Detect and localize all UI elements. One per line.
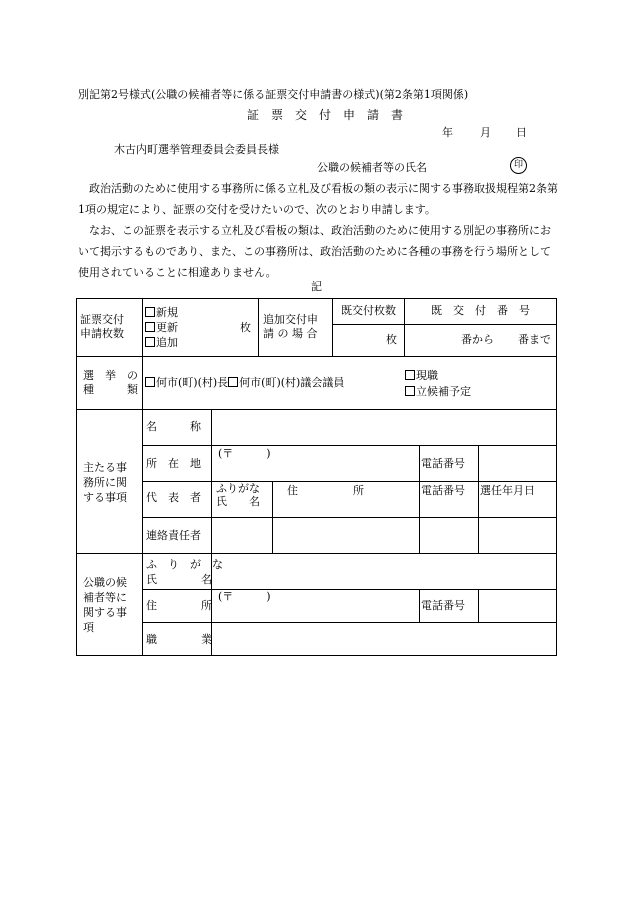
checkbox-council[interactable]: [228, 377, 238, 387]
form-label: 別記第2号様式(公職の候補者等に係る証票交付申請書の様式)(第2条第1項関係): [78, 88, 469, 101]
election-type-label: [83, 369, 139, 397]
candidate-label-line2: 補者等に: [83, 591, 127, 604]
election-council-label: 何市(町)(村)議会議員: [239, 376, 345, 389]
office-label-line2: 務所に関: [83, 476, 127, 489]
paragraph-1: 政治活動のために使用する事務所に係る立札及び看板の類の表示に関する事務取扱規程第2条第1項の規定により、証票の交付を受けたいので、次のとおり申請します。: [78, 182, 558, 216]
status-planned-label: 立候補予定: [416, 385, 471, 398]
candidate-label-line1: 公職の候: [83, 576, 127, 589]
contact-person-label: 連絡責任者: [146, 529, 201, 542]
election-head-label: 何市(町)(村)長: [156, 376, 229, 389]
checkbox-planned[interactable]: [405, 386, 415, 396]
candidate-address-label: 住 所: [146, 599, 212, 612]
office-name-label: 名 称: [146, 420, 201, 433]
status-incumbent-label: 現職: [416, 369, 438, 382]
candidate-section-label: [83, 575, 139, 635]
option-planned[interactable]: [405, 384, 471, 400]
representative-address-label: 住 所: [287, 484, 364, 497]
candidate-label-line3: 関する事: [83, 606, 127, 619]
occupation-label: 職 業: [146, 633, 212, 646]
option-new-label: 新規: [156, 306, 178, 319]
furigana-name-line1: ふりがな: [216, 482, 260, 495]
ki-heading: 記: [311, 280, 322, 293]
furigana-name-label: [216, 482, 260, 508]
date-day: 日: [516, 126, 527, 139]
election-type-label-line2: 種 類: [83, 383, 138, 396]
appointment-date-label: 選任年月日: [480, 484, 535, 497]
additional-issue-label: [263, 313, 331, 341]
office-label-line1: 主たる事: [83, 461, 127, 474]
additional-label-line1: 追加交付申: [263, 313, 318, 326]
addressee: 木古内町選挙管理委員会委員長様: [114, 143, 279, 156]
issue-count-label-line2: 申請枚数: [80, 327, 124, 340]
checkbox-head[interactable]: [145, 377, 155, 387]
option-add[interactable]: [145, 335, 257, 350]
to-number: 番まで: [518, 333, 551, 346]
option-new[interactable]: [145, 305, 257, 320]
option-renew-label: 更新: [156, 321, 178, 334]
issued-number-header: 既 交 付 番 号: [431, 304, 530, 317]
issued-count-header: 既交付枚数: [341, 304, 396, 317]
seal-mark: 印: [510, 157, 527, 174]
from-number: 番から: [461, 333, 494, 346]
candidate-status-options: [405, 368, 471, 400]
election-type-options: [145, 376, 344, 390]
issue-count-label-line1: 証票交付: [80, 313, 124, 326]
office-postal: (〒 ): [218, 447, 271, 460]
election-type-label-line1: 選 挙 の: [83, 369, 138, 382]
candidate-postal: (〒 ): [218, 590, 271, 603]
issued-sheets-unit: 枚: [386, 333, 397, 346]
candidate-furigana-label: ふ り が な: [146, 558, 223, 571]
office-phone-label: 電話番号: [421, 457, 465, 470]
checkbox-renew[interactable]: [145, 322, 155, 332]
representative-phone-label: 電話番号: [421, 484, 465, 497]
document-title: 証 票 交 付 申 請 書: [247, 108, 404, 122]
furigana-name-line2: 氏 名: [216, 495, 260, 508]
date-month: 月: [480, 126, 491, 139]
candidate-label-line4: 項: [83, 621, 94, 634]
date-year: 年: [442, 126, 453, 139]
paragraph-2: なお、この証票を表示する立札及び看板の類は、政治活動のために使用する別記の事務所において掲示するものであり、また、この事務所は、政治活動のために各種の事務を行う場所として使用されていることに相違ありません。: [78, 224, 551, 279]
body-paragraphs: [78, 178, 558, 283]
checkbox-add[interactable]: [145, 337, 155, 347]
candidate-phone-label: 電話番号: [421, 599, 465, 612]
checkbox-new[interactable]: [145, 307, 155, 317]
additional-label-line2: 請 の 場 合: [263, 327, 318, 340]
office-label-line3: する事項: [83, 491, 127, 504]
office-location-label: 所 在 地: [146, 457, 201, 470]
representative-label: 代 表 者: [146, 491, 201, 504]
candidate-name-label: 氏 名: [146, 573, 212, 586]
option-add-label: 追加: [156, 336, 178, 349]
sheets-unit: 枚: [240, 321, 251, 334]
office-section-label: [83, 460, 139, 505]
applicant-name-label: 公職の候補者等の氏名: [317, 161, 427, 174]
option-incumbent[interactable]: [405, 368, 471, 384]
checkbox-incumbent[interactable]: [405, 370, 415, 380]
issue-count-label: [80, 313, 140, 341]
